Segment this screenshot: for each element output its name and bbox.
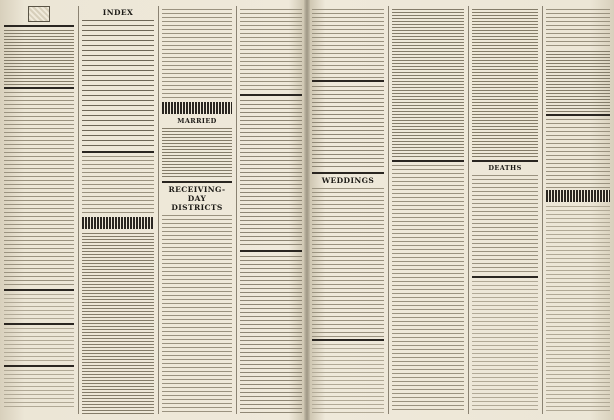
column-rule — [472, 276, 538, 278]
index-heading: INDEX — [102, 8, 134, 17]
masthead-stamp — [28, 6, 50, 22]
weddings-heading: WEDDINGS — [321, 176, 375, 185]
left-page-column-1 — [4, 6, 74, 414]
column-body-text — [312, 343, 384, 414]
column-body-text — [312, 8, 384, 78]
column-rule — [392, 160, 464, 162]
column-rule — [4, 323, 74, 325]
receiving-day-text — [162, 214, 232, 414]
column-body-text — [392, 8, 464, 158]
column-divider — [78, 6, 79, 414]
right-page-column-4 — [546, 6, 610, 414]
weddings-text — [312, 187, 384, 337]
right-page-column-3 — [472, 6, 538, 414]
ornamental-band — [162, 102, 232, 114]
column-rule — [4, 87, 74, 89]
column-body-text — [472, 280, 538, 410]
column-rule — [4, 365, 74, 367]
column-body-text — [82, 232, 154, 414]
receiving-day-heading: RECEIVING-DAY DISTRICTS — [168, 185, 226, 212]
address-listing — [240, 98, 302, 248]
column-rule — [240, 94, 302, 96]
column-body-text — [472, 8, 538, 158]
business-notices-text — [4, 29, 74, 85]
page-gutter — [304, 0, 310, 420]
column-body-text — [162, 8, 232, 100]
column-rule — [82, 151, 154, 153]
column-divider — [158, 6, 159, 414]
column-divider — [468, 6, 469, 414]
deaths-heading: DEATHS — [488, 164, 522, 172]
address-listing — [240, 254, 302, 414]
address-listing — [312, 84, 384, 170]
column-body-text — [392, 164, 464, 412]
column-rule — [4, 289, 74, 291]
column-body-text — [240, 8, 302, 92]
column-rule — [546, 114, 610, 116]
right-page-column-2 — [392, 6, 464, 414]
personal-services-text — [4, 327, 74, 363]
index-list — [82, 19, 154, 149]
column-rule — [240, 250, 302, 252]
left-page-column-3 — [162, 6, 232, 414]
left-page-column-2 — [82, 6, 154, 414]
right-page-column-1 — [312, 6, 384, 414]
married-heading: MARRIED — [177, 117, 217, 125]
left-page-column-4 — [240, 6, 302, 414]
column-divider — [236, 6, 237, 414]
column-rule — [472, 160, 538, 162]
column-divider — [388, 6, 389, 414]
column-body-text — [546, 118, 610, 188]
professional-cards-text — [4, 293, 74, 321]
column-rule — [4, 25, 74, 27]
column-body-text — [546, 8, 610, 48]
column-body-text — [546, 205, 610, 411]
column-body-text — [82, 155, 154, 215]
deaths-text — [472, 174, 538, 274]
ornamental-band — [82, 217, 154, 229]
married-notices-text — [162, 127, 232, 179]
flowers-text — [4, 369, 74, 409]
column-rule — [162, 181, 232, 183]
ornamental-band — [546, 190, 610, 202]
column-rule — [312, 339, 384, 341]
ledger-table — [546, 50, 610, 112]
column-body-text — [4, 91, 74, 287]
column-divider — [542, 6, 543, 414]
column-rule — [312, 80, 384, 82]
column-rule — [312, 172, 384, 174]
